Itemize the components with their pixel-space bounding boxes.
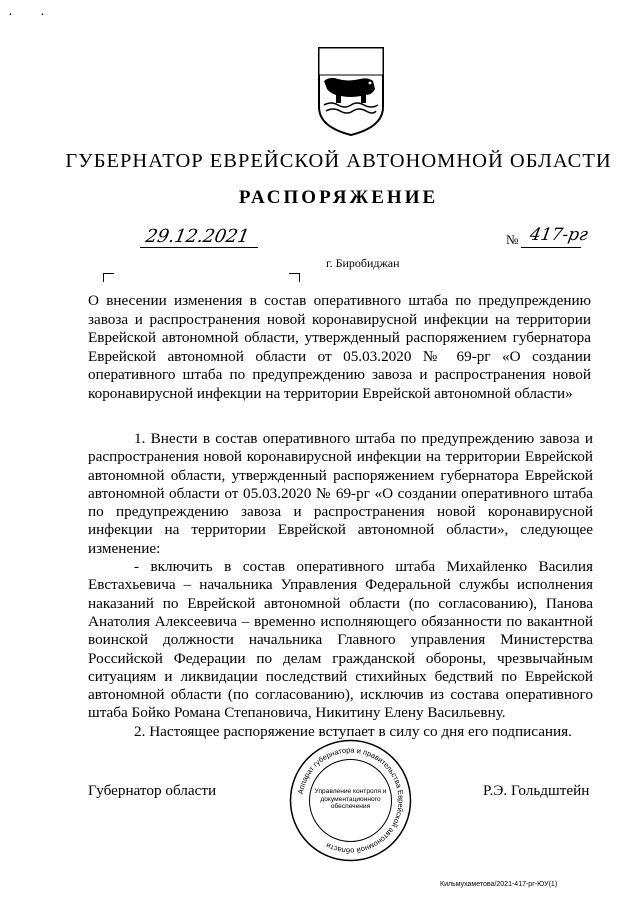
signatory-name: Р.Э. Гольдштейн: [483, 782, 590, 799]
corner-marks: · ·: [8, 8, 57, 23]
document-body: [88, 430, 593, 741]
document-type: РАСПОРЯЖЕНИЕ: [238, 187, 439, 208]
document-number: 417-рг: [528, 225, 590, 245]
subject-bracket-left: [103, 273, 114, 282]
body-item-2: 2. Настоящее распоряжение вступает в силу со дня его подписания.: [134, 722, 572, 740]
signatory-position: Губернатор области: [88, 782, 217, 799]
coat-of-arms-emblem: [316, 45, 386, 137]
city: г. Биробиджан: [326, 256, 400, 270]
document-subject: О внесении изменения в состав оперативного штаба по предупреждению завоза и распространения новой коронавирусной инфекции на территории Еврейской автономной области, утвержденный распоряжением губернатора Еврейской автономной области от 05.03.2020 № 69-рг «О создании оперативного штаба по предупреждению завоза и распространения новой коронавирусной инфекции на территории Еврейской автономной области»: [88, 292, 591, 402]
stamp-inner-text: Управление контроля и документационного обеспечения: [314, 788, 387, 810]
body-item-1-sub: - включить в состав оперативного штаба Михайленко Василия Евстахьевича – начальника Управления Федеральной службы исполнения наказаний по Еврейской автономной области (по согласованию), Панова Анатолия Алексеевича – временно исполняющего обязанности по вакантной воинской должности начальника Главного управления Министерства Российской Федерации по делам гражданской обороны, чрезвычайным ситуациям и ликвидации последствий стихийных бедствий по Еврейской автономной области (по согласованию), исключив из состава оперативного штаба Бойко Романа Степановича, Никитину Елену Васильевну.: [88, 558, 593, 722]
document-date: 29.12.2021: [144, 226, 251, 247]
official-stamp: [288, 738, 413, 863]
number-label: №: [506, 232, 519, 247]
subject-bracket-right: [289, 273, 300, 282]
body-item-1: 1. Внести в состав оперативного штаба по предупреждению завоза и распространения новой коронавирусной инфекции на территории Еврейской автономной области, утвержденный распоряжением губернатора Еврейской автономной области от 05.03.2020 № 69-рг «О создании оперативного штаба по предупреждению завоза и распространения новой коронавирусной инфекции на территории Еврейской автономной области», следующее изменение:: [88, 430, 593, 557]
footer-reference: Кильмухаметова/2021-417-рг-ЮУ(1): [440, 881, 558, 888]
authority-title: ГУБЕРНАТОР ЕВРЕЙСКОЙ АВТОНОМНОЙ ОБЛАСТИ: [65, 150, 612, 172]
stamp-outer-text: Аппарат губернатора и правительства Еврейской автономной области: [295, 745, 406, 856]
